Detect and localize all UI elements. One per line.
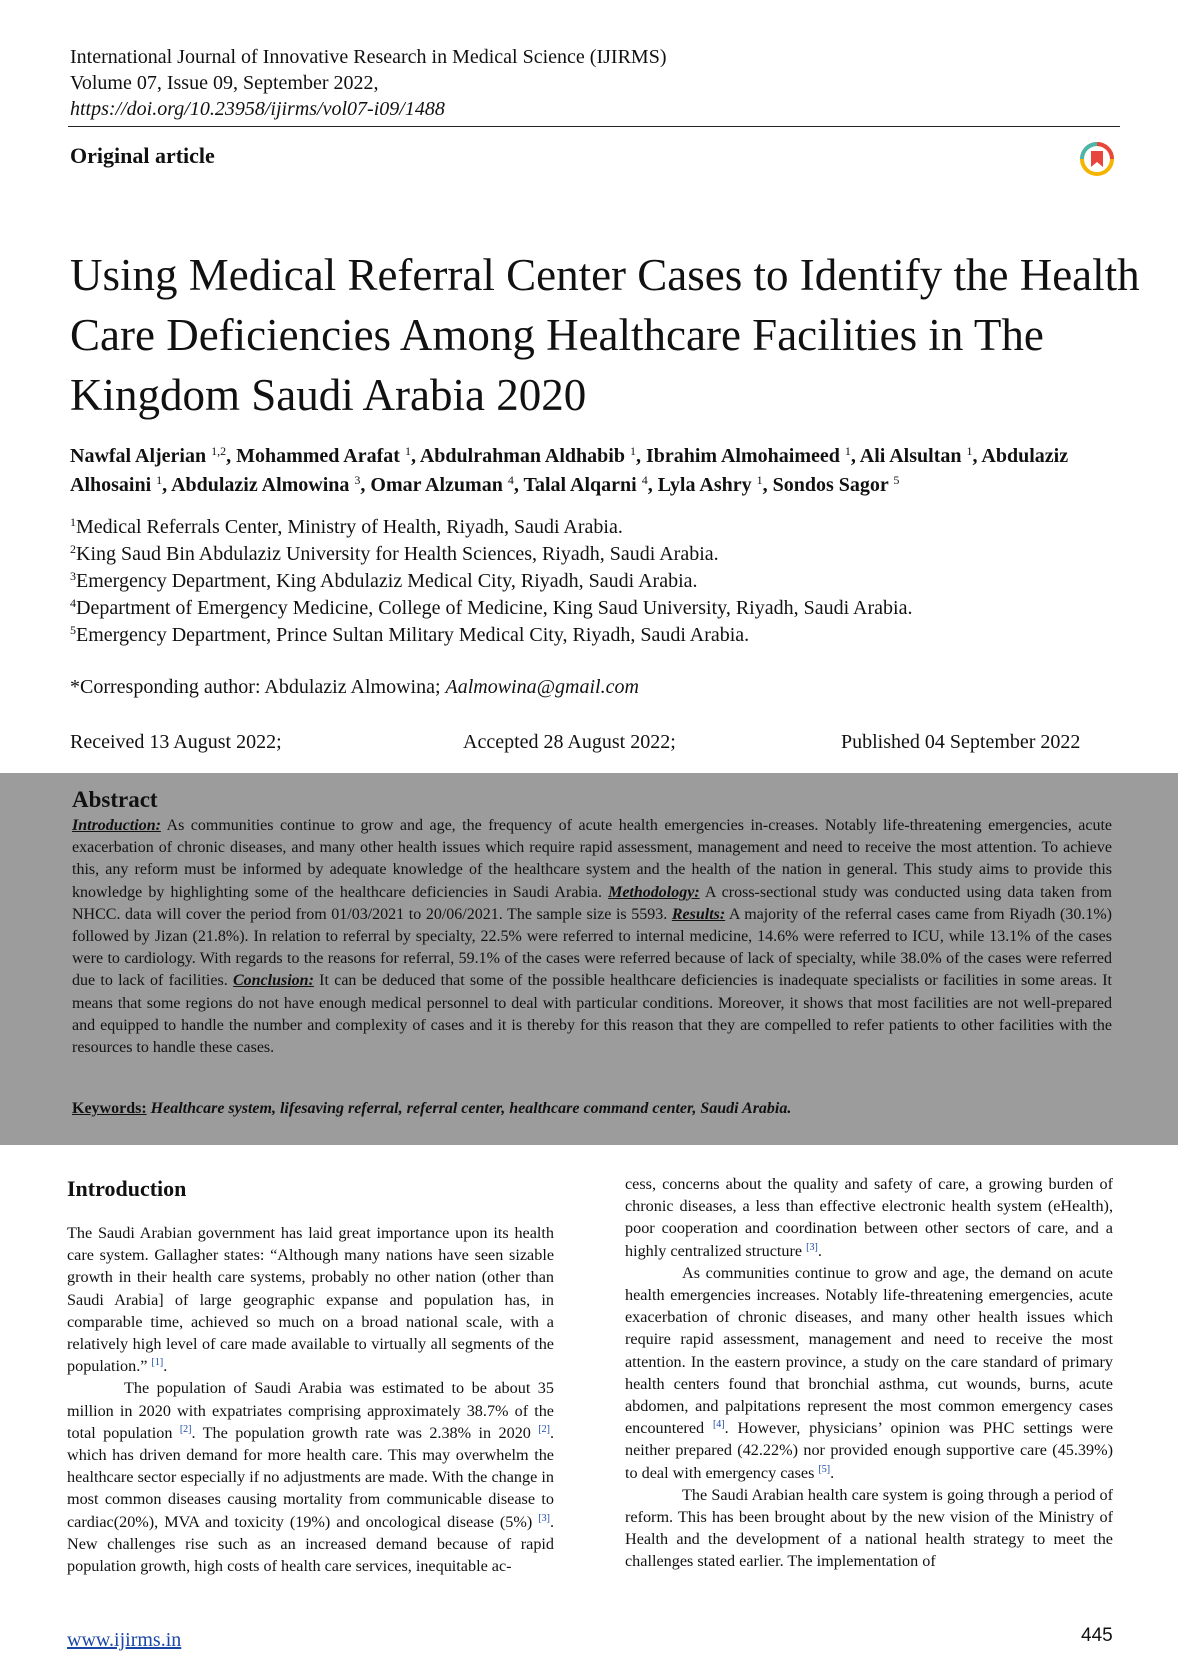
author-separator: , [850,445,860,467]
body-column-right [625,1173,1113,1573]
page-number: 445 [1081,1625,1113,1646]
affiliation-number: 3 [70,569,76,583]
introduction-heading: Introduction [67,1176,187,1201]
citation-link[interactable]: [3] [538,1512,550,1524]
published-date: Published 04 September 2022 [841,731,1081,753]
text-run: The population of Saudi Arabia was estimated to be about 35 million in 2020 with expatriates comprising approximately 38.7% of the total population [67,1379,554,1442]
abstract-conclusion-text: It can be deduced that some of the possible healthcare deficiencies is inadequate specialists or facilities in some areas. It means that some regions do not have enough medical personnel to deal with particular conditions. Moreover, it shows that most facilities are not well-prepared and equipped to handle the number and complexity of cases and it is thereby for this reason that they are compelled to refer patients to other facilities with the resources to handle these cases. [72,972,1112,1057]
corresponding-email[interactable]: Aalmowina@gmail.com [445,676,639,698]
affiliation-list [70,514,1130,649]
citation-link[interactable]: [3] [806,1241,818,1253]
affiliation-number: 2 [70,542,76,556]
affiliation-text: Emergency Department, Prince Sultan Military Medical City, Riyadh, Saudi Arabia. [76,624,750,646]
footer-website-link[interactable]: www.ijirms.in [67,1629,182,1651]
author-separator: , [226,445,237,467]
keywords-text: Healthcare system, lifesaving referral, referral center, healthcare command center, Saudi Arabia. [146,1100,792,1117]
open-access-bookmark-icon[interactable] [1080,142,1114,176]
paragraph [67,1377,554,1577]
paragraph [67,1222,554,1377]
accepted-date: Accepted 28 August 2022; [463,731,676,753]
text-run: . [817,1241,822,1260]
article-type: Original article [70,143,215,168]
doi-link[interactable]: https://doi.org/10.23958/ijirms/vol07-i09/1488 [70,98,445,120]
affiliation-item [70,568,1130,595]
keywords [72,1100,1112,1118]
text-run: . However, physicians’ opinion was PHC settings were neither prepared (42.22%) nor provided enough supportive care (45.39%) to deal with emergency cases [625,1419,1113,1482]
text-run: The Saudi Arabian government has laid great importance upon its health care system. Gallagher states: “Although many nations have seen sizable growth in their health care systems, probably no other nation (other than Saudi Arabia] of large geographic expanse and population has, in comparable time, achieved so much on a broad national scale, with a relatively high level of care made available to virtually all segments of the population.” [67,1224,554,1376]
author-affiliation-marker: 3 [354,473,361,487]
author-name: Talal Alqarni [523,474,637,496]
author-name: Ibrahim Almohaimeed [645,445,840,467]
text-run: The Saudi Arabian health care system is going through a period of reform. This has been brought about by the new vision of the Ministry of Health and the development of a national health strategy to meet the challenges stated earlier. The implementation of [625,1485,1113,1571]
journal-name: International Journal of Innovative Research in Medical Science (IJIRMS) [70,46,667,68]
affiliation-text: Emergency Department, King Abdulaziz Medical City, Riyadh, Saudi Arabia. [76,570,698,592]
journal-volume: Volume 07, Issue 09, September 2022, [70,72,379,94]
author-affiliation-marker: 1,2 [211,444,227,458]
abstract-intro-label: Introduction: [72,817,161,834]
abstract-intro-text: As communities continue to grow and age, the frequency of acute health emergencies in-creases. Notably life-threatening emergencies, acute exacerbation of chronic diseases, and many other health issues which require rapid assessment, management and need to receive the most attention. To achieve this, any reform must be informed by adequate knowledge of the healthcare system and the health of the nation in general. This study aims to provide this knowledge by highlighting some of the healthcare deficiencies in Saudi Arabia. [72,817,1112,901]
author-separator: , [513,474,524,496]
received-date: Received 13 August 2022; [70,731,282,753]
paragraph [625,1262,1113,1484]
citation-link[interactable]: [1] [151,1357,164,1369]
author-name: Nawfal Aljerian [70,445,207,467]
author-affiliation-marker: 4 [641,473,648,487]
text-run: . New challenges rise such as an increased demand because of rapid population growth, high costs of health care services, inequitable ac- [67,1512,554,1576]
author-separator: , [635,445,646,467]
author-separator: , [647,474,658,496]
text-run: cess, concerns about the quality and safety of care, a growing burden of chronic diseases, a less than effective electronic health system (eHealth), poor cooperation and coordination between other sectors of care, and a highly centralized structure [625,1175,1113,1260]
affiliation-item [70,595,1130,622]
author-affiliation-marker: 1 [404,444,411,458]
affiliation-item [70,541,1130,568]
author-separator: , [162,474,172,496]
affiliation-text: Department of Emergency Medicine, College of Medicine, King Saud University, Riyadh, Saudi Arabia. [76,597,913,619]
author-affiliation-marker: 5 [893,473,900,487]
author-name: Sondos Sagor [772,474,889,496]
author-list [70,442,1130,500]
affiliation-number: 5 [70,623,76,637]
paragraph [625,1484,1113,1573]
text-run: . [830,1463,835,1482]
author-affiliation-marker: 4 [507,473,514,487]
affiliation-item [70,622,1130,649]
author-name: Lyla Ashry [657,474,752,496]
author-affiliation-marker: 1 [756,473,763,487]
text-run: . which has driven demand for more health care. This may overwhelm the healthcare sector especially if no adjustments are made. With the change in most common diseases causing mortality from communicable disease to cardiac(20%), MVA and toxicity (19%) and oncological disease (5%) [67,1423,554,1531]
journal-header [70,44,666,122]
citation-link[interactable]: [2] [538,1423,550,1435]
corresponding-label: *Corresponding author: Abdulaziz Almowina; [70,676,446,698]
author-affiliation-marker: 1 [629,444,636,458]
abstract-method-text: A cross-sectional study was conducted using data taken from NHCC. data will cover the period from 01/03/2021 to 20/06/2021. The sample size is 5593. [72,883,1112,923]
abstract-heading: Abstract [72,787,158,812]
text-run: As communities continue to grow and age, the demand on acute health emergencies increases. Notably life-threatening emergencies, acute exacerbation of chronic diseases, and many other health issues which require rapid assessment, management and need to receive the most attention. In the eastern province, a study on the care standard of primary health centers found that bronchial asthma, cut wounds, burns, acute abdomen, and palpitations represent the most common emergency cases encountered [625,1263,1113,1438]
header-divider [68,126,1120,127]
author-name: Abdulaziz Alhosaini [70,445,1069,496]
author-name: Mohammed Arafat [236,445,400,467]
abstract-results-text: A majority of the referral cases came from Riyadh (30.1%) followed by Jizan (21.8%). In relation to referral by specialty, 22.5% were referred to internal medicine, 14.6% were referred to ICU, while 13.1% of the cases were to cardiology. With regards to the reasons for referral, 59.1% of the cases were referred because of lack of specialty, while 38.0% of the cases were referred due to lack of facilities. [72,905,1113,990]
text-run: . The population growth rate was 2.38% in 2020 [191,1423,539,1442]
author-name: Abdulrahman Aldhabib [419,445,625,467]
affiliation-text: King Saud Bin Abdulaziz University for Health Sciences, Riyadh, Saudi Arabia. [76,543,719,565]
article-title: Using Medical Referral Center Cases to Identify the Health Care Deficiencies Among Healthcare Facilities in The Kingdom Saudi Arabia 2020 [70,250,1140,420]
affiliation-number: 4 [70,596,76,610]
citation-link[interactable]: [4] [712,1419,725,1431]
affiliation-text: Medical Referrals Center, Ministry of Health, Riyadh, Saudi Arabia. [76,516,623,538]
author-separator: , [410,445,420,467]
citation-link[interactable]: [2] [179,1423,192,1435]
text-run: . [163,1357,168,1376]
abstract-conclusion-label: Conclusion: [232,972,314,990]
author-separator: , [360,474,371,496]
author-affiliation-marker: 1 [966,444,973,458]
author-name: Omar Alzuman [370,474,503,496]
author-separator: , [972,445,982,467]
affiliation-item [70,514,1130,541]
keywords-label: Keywords: [72,1100,147,1117]
author-name: Abdulaziz Almowina [171,474,350,496]
citation-link[interactable]: [5] [818,1463,831,1475]
abstract-text [72,815,1112,1059]
author-affiliation-marker: 1 [156,473,163,487]
corresponding-author [70,676,639,699]
author-name: Ali Alsultan [859,445,962,467]
affiliation-number: 1 [70,515,76,529]
author-affiliation-marker: 1 [844,444,851,458]
abstract-results-label: Results: [671,905,726,923]
body-column-left [67,1222,554,1577]
author-separator: , [762,474,773,496]
paragraph [625,1173,1113,1262]
abstract-method-label: Methodology: [608,883,700,901]
